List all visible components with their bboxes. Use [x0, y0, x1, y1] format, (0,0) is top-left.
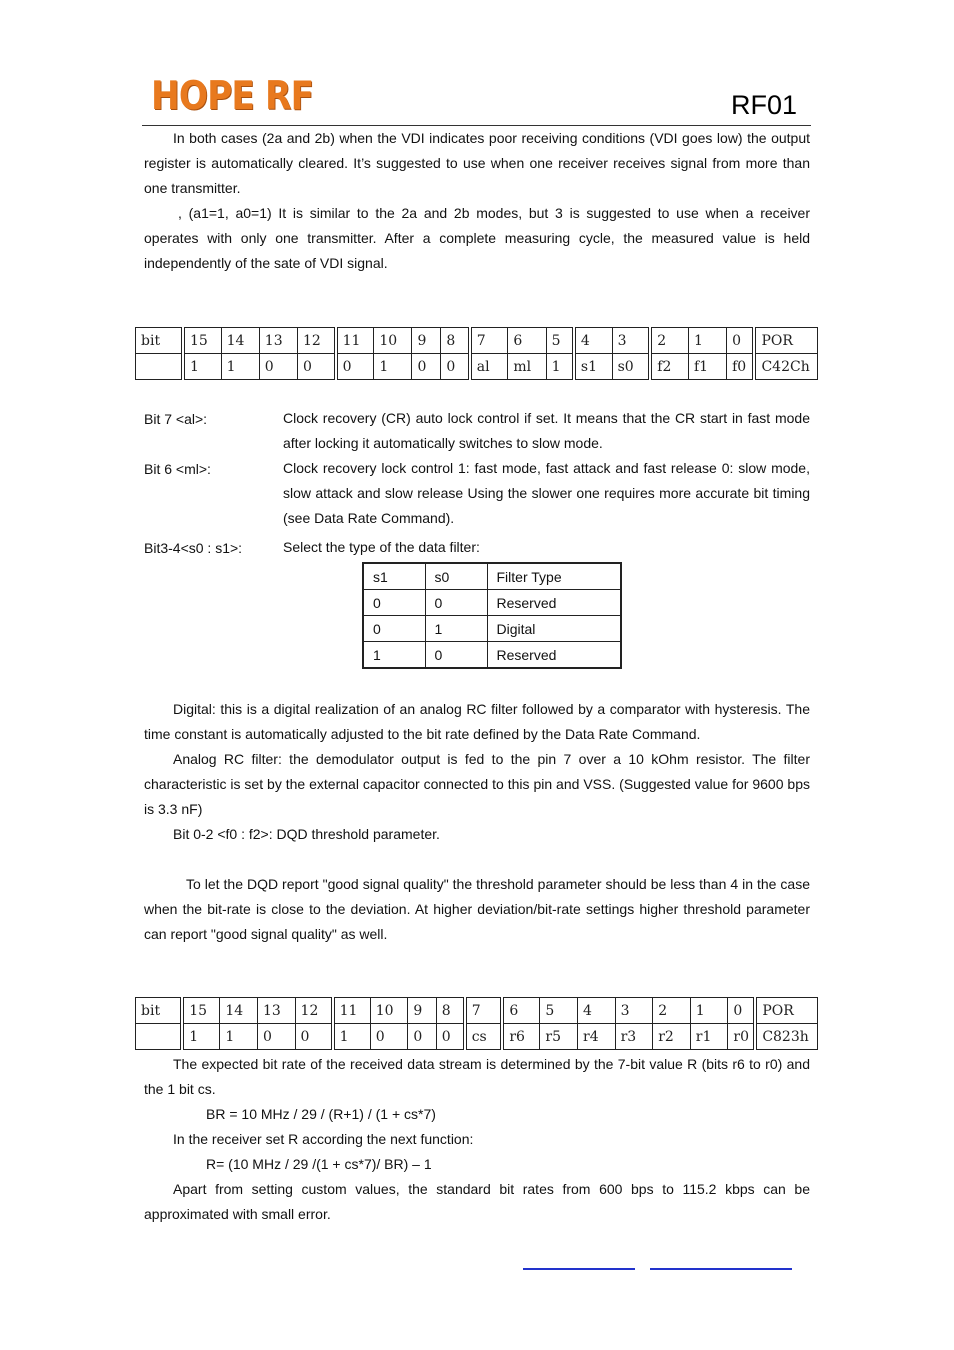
register-cell: r5 — [540, 1024, 578, 1050]
hope-rf-logo: HOPE RF — [151, 74, 314, 119]
register-cell: al — [470, 354, 508, 380]
register-cell: bit — [136, 328, 183, 354]
model-name: RF01 — [730, 90, 797, 120]
register-cell: 0 — [336, 354, 374, 380]
footer-link-1[interactable] — [523, 1268, 635, 1270]
register-cell: 8 — [441, 328, 470, 354]
register-cell: 4 — [578, 998, 616, 1024]
register-cell: 11 — [333, 998, 371, 1024]
register-cell: 10 — [374, 328, 412, 354]
register-cell: 12 — [295, 998, 333, 1024]
paragraph-digital-filter: Digital: this is a digital realization of an analog RC filter followed by a comparator with hysteresis. The time constant is automatically adjusted to the bit rate defined by the Data Rate Command. — [144, 701, 810, 742]
register-cell: 14 — [221, 328, 259, 354]
table-cell: Reserved — [487, 642, 621, 669]
register-cell: 0 — [297, 354, 335, 380]
table-cell: Reserved — [487, 590, 621, 616]
paragraph-mode-3: , (a1=1, a0=1) It is similar to the 2a and 2b modes, but 3 is suggested to use when a receiver operates with only one transmitter. After a complete measuring cycle, the measured value is held independently of the sate of VDI signal. — [144, 205, 810, 271]
footer-link-2[interactable] — [650, 1268, 792, 1270]
register-cell: 2 — [650, 328, 688, 354]
table-cell: 1 — [425, 616, 487, 642]
table-header-cell: s0 — [425, 563, 487, 590]
register-cell: 5 — [546, 328, 574, 354]
paragraph-bit-rate: The expected bit rate of the received data stream is determined by the 7-bit value R (bits r6 to r0) and the 1 bit cs. — [144, 1056, 810, 1097]
bit7-label: Bit 7 <al>: — [144, 411, 208, 427]
bit6-description: Clock recovery lock control 1: fast mode, fast attack and fast release 0: slow mode, slow attack and slow release Using the slower one requires more accurate bit timing (see Data Rate Command). — [283, 460, 810, 526]
register-cell: 1 — [333, 1024, 371, 1050]
register-cell: 3 — [615, 998, 653, 1024]
register-cell: C42Ch — [754, 354, 817, 380]
register-cell: s1 — [574, 354, 612, 380]
register-cell: 6 — [508, 328, 546, 354]
paragraph-dqd-threshold: Bit 0-2 <f0 : f2>: DQD threshold parameter. — [173, 826, 440, 842]
register-cell: 7 — [470, 328, 508, 354]
register-cell: 3 — [612, 328, 650, 354]
register-cell: 0 — [728, 998, 755, 1024]
register-header-row — [136, 998, 818, 1024]
register-cell: 15 — [182, 998, 220, 1024]
register-cell: 4 — [574, 328, 612, 354]
register-cell: r6 — [502, 1024, 540, 1050]
table-cell: 0 — [425, 642, 487, 669]
register-cell: 0 — [408, 1024, 436, 1050]
register-cell: f0 — [727, 354, 755, 380]
register-cell: 11 — [336, 328, 374, 354]
register-cell: ml — [508, 354, 546, 380]
register-cell: 13 — [257, 998, 295, 1024]
register-cell: 0 — [370, 1024, 408, 1050]
table-row — [363, 590, 621, 616]
table-header-cell: s1 — [363, 563, 425, 590]
paragraph-set-r: In the receiver set R according the next function: — [173, 1131, 474, 1147]
register-value-row — [136, 1024, 818, 1050]
register-cell: 10 — [370, 998, 408, 1024]
register-cell: 7 — [465, 998, 503, 1024]
paragraph-dqd-report: To let the DQD report "good signal quality" the threshold parameter should be less than 4 in the case when the bit-rate is close to the deviation. At higher deviation/bit-rate settings higher threshold parameter can report "good signal quality" as well. — [144, 876, 810, 942]
register-cell: 0 — [727, 328, 755, 354]
register-cell — [136, 354, 183, 380]
register-cell: 0 — [295, 1024, 333, 1050]
bit3-4-description: Select the type of the data filter: — [283, 539, 480, 555]
register-cell: 0 — [257, 1024, 295, 1050]
register-table-clock-recovery — [135, 327, 818, 380]
register-cell: 6 — [502, 998, 540, 1024]
register-cell: 1 — [182, 1024, 220, 1050]
register-cell: C823h — [755, 1024, 817, 1050]
table-cell: 0 — [363, 590, 425, 616]
register-cell: 0 — [412, 354, 441, 380]
register-cell: 9 — [408, 998, 436, 1024]
register-cell: f2 — [650, 354, 688, 380]
bit6-label: Bit 6 <ml>: — [144, 461, 211, 477]
paragraph-standard-rates: Apart from setting custom values, the standard bit rates from 600 bps to 115.2 kbps can be approximated with small error. — [144, 1181, 810, 1222]
formula-bit-rate: BR = 10 MHz / 29 / (R+1) / (1 + cs*7) — [206, 1106, 436, 1122]
register-cell: 0 — [441, 354, 470, 380]
register-cell: r3 — [615, 1024, 653, 1050]
register-cell: POR — [754, 328, 817, 354]
register-cell: r0 — [728, 1024, 755, 1050]
table-cell: 0 — [363, 616, 425, 642]
formula-r: R= (10 MHz / 29 /(1 + cs*7)/ BR) – 1 — [206, 1156, 432, 1172]
register-header-row — [136, 328, 818, 354]
register-cell: 5 — [540, 998, 578, 1024]
table-row — [363, 563, 621, 590]
register-cell: 1 — [221, 354, 259, 380]
register-cell: 15 — [183, 328, 221, 354]
register-cell: 1 — [688, 328, 726, 354]
table-header-cell: Filter Type — [487, 563, 621, 590]
register-value-row — [136, 354, 818, 380]
register-cell: r2 — [653, 1024, 691, 1050]
register-cell: bit — [136, 998, 183, 1024]
register-cell: r4 — [578, 1024, 616, 1050]
register-cell: r1 — [690, 1024, 728, 1050]
register-cell: 1 — [546, 354, 574, 380]
register-cell: 2 — [653, 998, 691, 1024]
paragraph-analog-filter: Analog RC filter: the demodulator output is fed to the pin 7 over a 10 kOhm resistor. The filter characteristic is set by the external capacitor connected to this pin and VSS. (Suggested value for 9600 bps is 3.3 nF) — [144, 751, 810, 817]
register-cell: f1 — [688, 354, 726, 380]
register-cell — [136, 1024, 183, 1050]
table-cell: 1 — [363, 642, 425, 669]
register-cell: s0 — [612, 354, 650, 380]
filter-type-table — [362, 562, 622, 669]
paragraph-vdi-cases: In both cases (2a and 2b) when the VDI indicates poor receiving conditions (VDI goes low) the output register is automatically cleared. It’s suggested to use when one receiver receives signal from more than one transmitter. — [144, 130, 810, 196]
register-cell: 12 — [297, 328, 335, 354]
table-cell: Digital — [487, 616, 621, 642]
table-cell: 0 — [425, 590, 487, 616]
register-cell: 8 — [436, 998, 464, 1024]
register-cell: 1 — [183, 354, 221, 380]
register-cell: 13 — [259, 328, 297, 354]
bit3-4-label: Bit3-4<s0 : s1>: — [144, 540, 243, 556]
register-cell: POR — [755, 998, 817, 1024]
register-cell: 1 — [374, 354, 412, 380]
register-cell: 0 — [436, 1024, 464, 1050]
register-table-data-rate — [135, 997, 818, 1050]
register-cell: 14 — [220, 998, 258, 1024]
register-cell: cs — [465, 1024, 503, 1050]
register-cell: 1 — [690, 998, 728, 1024]
register-cell: 0 — [259, 354, 297, 380]
register-cell: 1 — [220, 1024, 258, 1050]
table-row — [363, 642, 621, 669]
register-cell: 9 — [412, 328, 441, 354]
table-row — [363, 616, 621, 642]
bit7-description: Clock recovery (CR) auto lock control if set. It means that the CR start in fast mode after locking it automatically switches to slow mode. — [283, 410, 810, 451]
